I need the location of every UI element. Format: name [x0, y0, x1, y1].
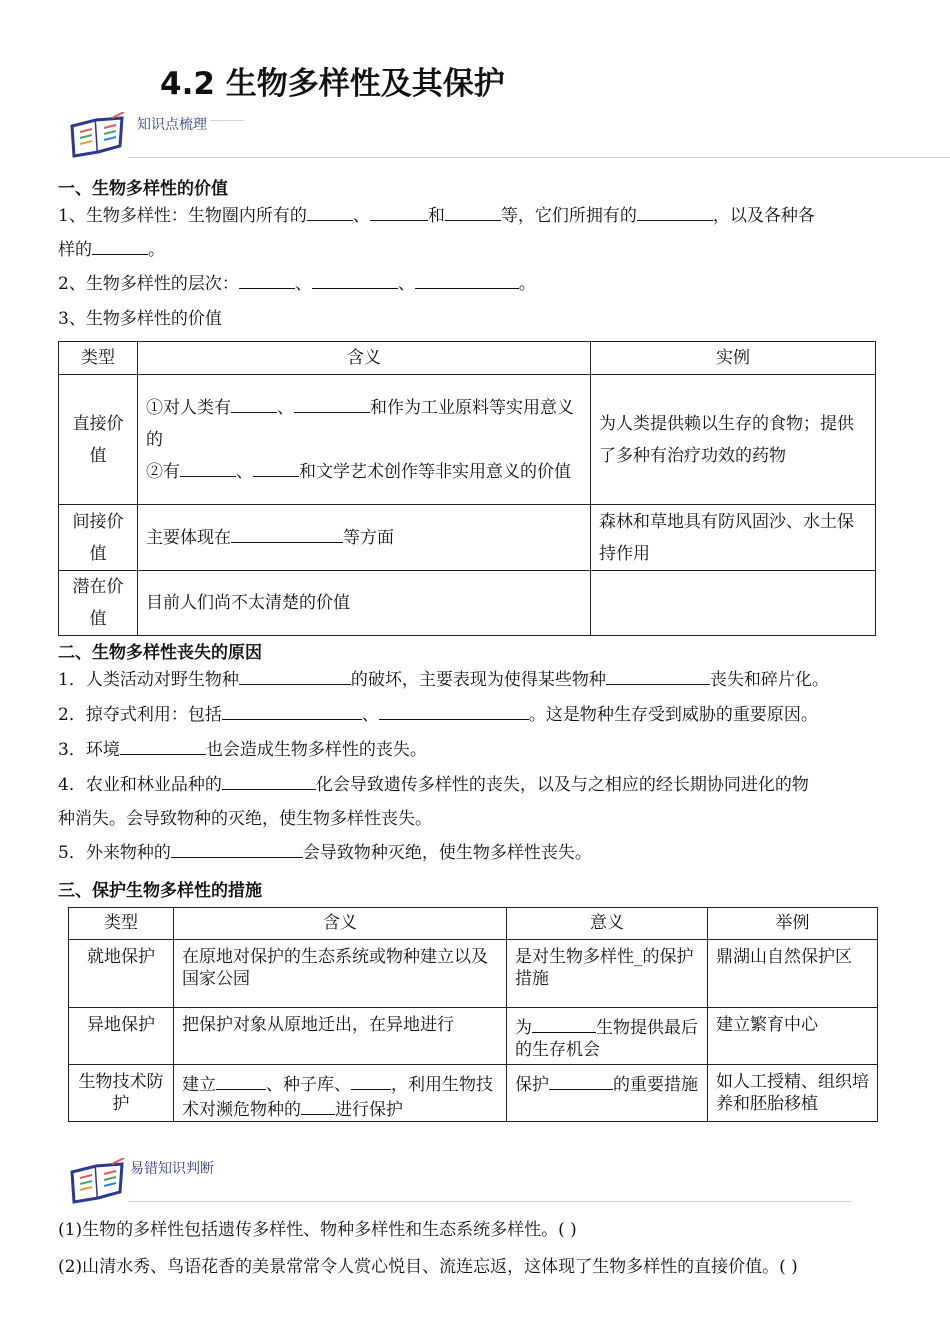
table-header: 举例: [708, 908, 878, 940]
table-cell: 为人类提供赖以生存的食物；提供了多种有治疗功效的药物: [591, 375, 876, 505]
blank: [180, 458, 236, 477]
value-table: [58, 341, 876, 636]
table-cell: 生物技术防护: [69, 1065, 174, 1122]
table-cell: 是对生物多样性_的保护措施: [507, 940, 708, 1008]
blank: [222, 701, 362, 720]
blank: [370, 202, 428, 221]
table-cell: 目前人们尚不太清楚的价值: [138, 571, 591, 636]
table-cell: 保护 的重要措施: [507, 1065, 708, 1122]
blank: [294, 394, 370, 413]
table-cell: 为 生物提供最后的生存机会: [507, 1008, 708, 1065]
table-cell: [591, 571, 876, 636]
list-item: 1．人类活动对野生物种 的破坏，主要表现为使得某些物种 丧失和碎片化。: [58, 663, 898, 697]
table-header: 意义: [507, 908, 708, 940]
blank: [379, 701, 529, 720]
blank: [549, 1071, 613, 1090]
table-header: 实例: [591, 342, 876, 375]
table-cell: 鼎湖山自然保护区: [708, 940, 878, 1008]
blank: [445, 202, 501, 221]
blank: [637, 202, 713, 221]
book-icon: [68, 112, 128, 160]
blank: [415, 270, 519, 289]
blank: [351, 1071, 391, 1090]
divider: [128, 157, 950, 158]
divider: [210, 120, 244, 121]
table-cell: 异地保护: [69, 1008, 174, 1065]
table-header: 含义: [174, 908, 507, 940]
section-label-knowledge: 知识点梳理: [137, 117, 207, 133]
table-header: 类型: [69, 908, 174, 940]
blank: [171, 839, 303, 858]
table-header: 含义: [138, 342, 591, 375]
paragraph: 2、生物多样性的层次： 、 、 。: [58, 267, 898, 301]
blank: [222, 771, 316, 790]
blank: [307, 202, 353, 221]
list-item: 3．环境 也会造成生物多样性的丧失。: [58, 733, 898, 767]
table-cell: 如人工授精、组织培养和胚胎移植: [708, 1065, 878, 1122]
judge-item: (1)生物的多样性包括遗传多样性、物种多样性和生态系统多样性。( ): [58, 1220, 577, 1240]
page-title: 4.2 生物多样性及其保护: [160, 66, 505, 102]
table-cell: 间接价值: [59, 505, 138, 571]
blank: [301, 1096, 335, 1115]
table-cell: 建立繁育中心: [708, 1008, 878, 1065]
blank: [120, 736, 206, 755]
table-cell: 森林和草地具有防风固沙、水土保持作用: [591, 505, 876, 571]
blank: [532, 1014, 596, 1033]
blank: [239, 270, 295, 289]
section-heading: 三、保护生物多样性的措施: [58, 881, 262, 901]
section-label-mistakes: 易错知识判断: [130, 1161, 214, 1177]
section-heading: 一、生物多样性的价值: [58, 179, 228, 199]
table-cell: ①对人类有 、 和作为工业原料等实用意义的 ②有 、 和文学艺术创作等非实用意义的价值: [138, 375, 591, 505]
blank: [92, 236, 148, 255]
paragraph: 1、生物多样性：生物圈内所有的 、 和 等，它们所拥有的 ，以及各种各 样的 。: [58, 199, 898, 267]
divider: [128, 1201, 852, 1202]
judge-item: (2)山清水秀、鸟语花香的美景常常令人赏心悦目、流连忘返，这体现了生物多样性的直接价值。( ): [58, 1257, 798, 1277]
list-item: 4．农业和林业品种的 化会导致遗传多样性的丧失，以及与之相应的经长期协同进化的物 种消失。会导致物种的灭绝，使生物多样性丧失。: [58, 768, 898, 836]
list-item: 5．外来物种的 会导致物种灭绝，使生物多样性丧失。: [58, 836, 898, 870]
list-item: 2．掠夺式利用：包括 、 。这是物种生存受到威胁的重要原因。: [58, 698, 898, 732]
table-cell: 直接价值: [59, 375, 138, 505]
section-heading: 二、生物多样性丧失的原因: [58, 643, 262, 663]
blank: [231, 524, 343, 543]
table-cell: 建立 、种子库、 ，利用生物技术对濒危物种的 进行保护: [174, 1065, 507, 1122]
blank: [216, 1071, 266, 1090]
blank: [239, 666, 351, 685]
blank: [606, 666, 710, 685]
table-cell: 就地保护: [69, 940, 174, 1008]
table-header: 类型: [59, 342, 138, 375]
paragraph: 3、生物多样性的价值: [58, 309, 222, 329]
blank: [253, 458, 299, 477]
blank: [312, 270, 398, 289]
table-cell: 在原地对保护的生态系统或物种建立以及国家公园: [174, 940, 507, 1008]
table-cell: 主要体现在 等方面: [138, 505, 591, 571]
book-icon: [68, 1158, 128, 1206]
table-cell: 潜在价值: [59, 571, 138, 636]
table-cell: 把保护对象从原地迁出，在异地进行: [174, 1008, 507, 1065]
blank: [231, 394, 277, 413]
protection-table: [68, 907, 878, 1122]
